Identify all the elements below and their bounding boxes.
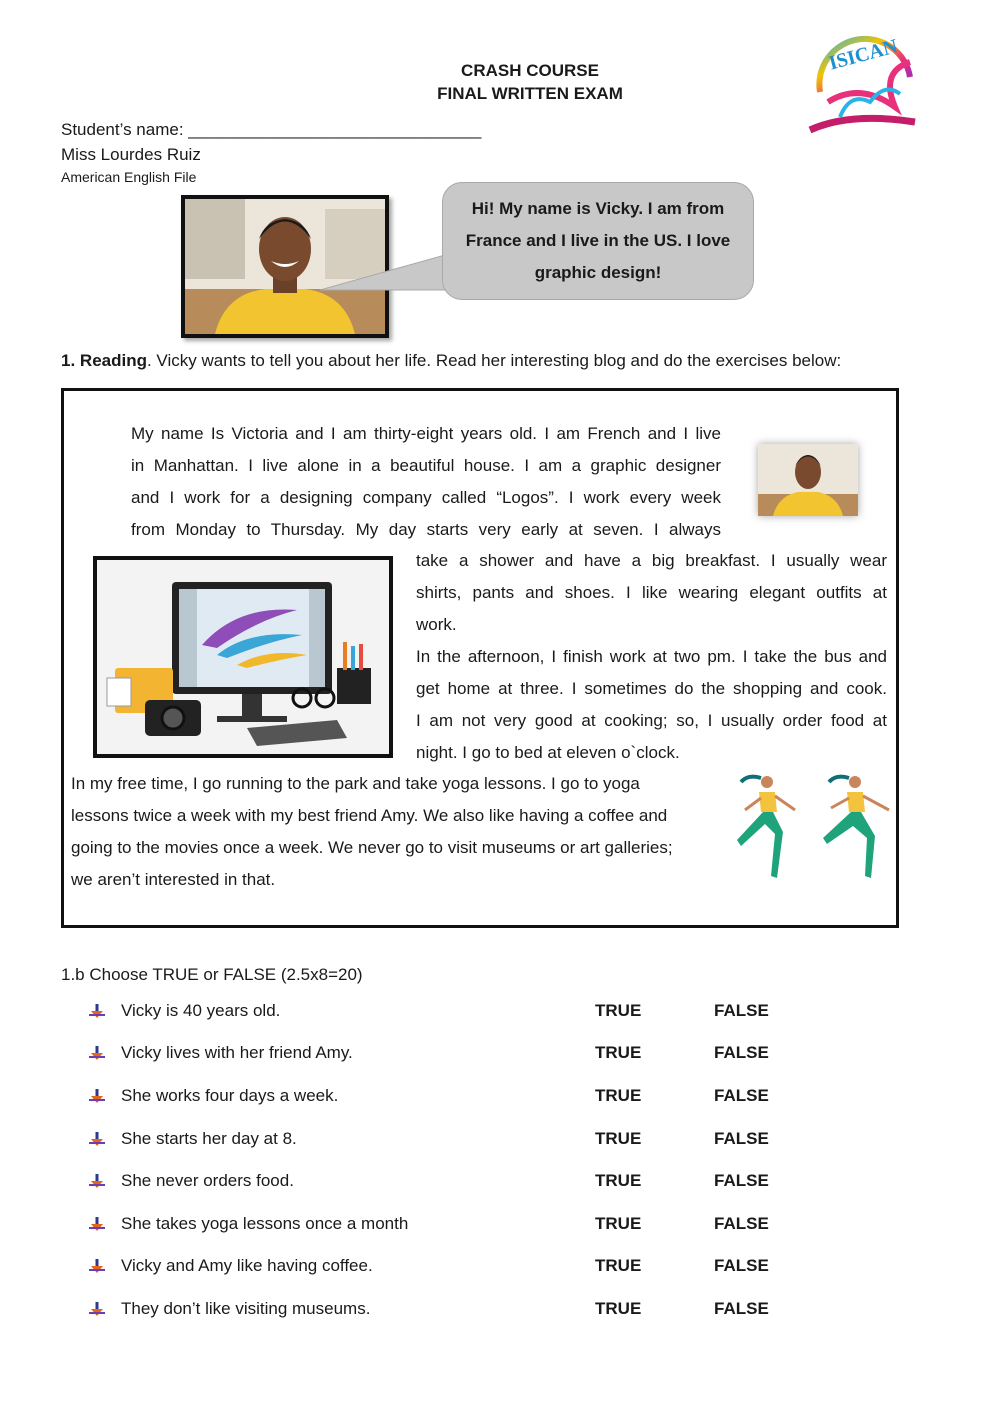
book-name: American English File xyxy=(61,169,197,185)
blog-paragraph-mid xyxy=(416,545,887,769)
arrow-bullet-icon xyxy=(88,1216,106,1239)
speech-bubble-tail xyxy=(320,240,460,310)
blog-line: going to the movies once a week. We never go to visit museums or art galleries; xyxy=(71,838,673,857)
blog-paragraph-top xyxy=(131,418,721,546)
question-row xyxy=(88,1043,808,1069)
blog-line: work. xyxy=(416,615,457,634)
blog-paragraph-bottom xyxy=(71,768,731,896)
question-row xyxy=(88,1171,808,1197)
false-option[interactable]: FALSE xyxy=(714,1129,769,1148)
blog-line: shirts, pants and shoes. I like wearing elegant outfits at xyxy=(416,583,887,602)
reading-instruction xyxy=(61,351,841,371)
blog-line: In my free time, I go running to the park and take yoga lessons. I go to yoga xyxy=(71,774,640,793)
statement-text: Vicky and Amy like having coffee. xyxy=(121,1256,373,1275)
reading-label: Reading xyxy=(79,351,147,370)
arrow-bullet-icon xyxy=(88,1301,106,1324)
blog-line: from Monday to Thursday. My day starts very early at seven. I always xyxy=(131,520,721,539)
blog-line: lessons twice a week with my best friend Amy. We also like having a coffee and xyxy=(71,806,668,825)
blog-line: I am not very good at cooking; so, I usually order food at xyxy=(416,711,887,730)
blog-line: get home at three. I sometimes do the shopping and cook. xyxy=(416,679,887,698)
question-row xyxy=(88,1001,808,1027)
statement-text: She works four days a week. xyxy=(121,1086,339,1105)
true-option[interactable]: TRUE xyxy=(595,1256,642,1275)
vicky-small-photo xyxy=(758,444,858,516)
true-option[interactable]: TRUE xyxy=(595,1129,642,1148)
exercise-heading: 1.b Choose TRUE or FALSE (2.5x8=20) xyxy=(61,965,363,984)
false-option[interactable]: FALSE xyxy=(714,1256,769,1275)
false-option[interactable]: FALSE xyxy=(714,1214,769,1233)
blog-line: In the afternoon, I finish work at two pm. I take the bus and xyxy=(416,647,887,666)
blog-line: take a shower and have a big breakfast. I usually wear xyxy=(416,551,887,570)
question-row xyxy=(88,1256,808,1282)
exam-title-line1: CRASH COURSE xyxy=(461,61,599,80)
question-row xyxy=(88,1129,808,1155)
statement-text: Vicky lives with her friend Amy. xyxy=(121,1043,353,1062)
statement-text: She never orders food. xyxy=(121,1171,294,1190)
speech-bubble xyxy=(442,182,754,300)
statement-text: She takes yoga lessons once a month xyxy=(121,1214,409,1233)
arrow-bullet-icon xyxy=(88,1088,106,1111)
arrow-bullet-icon xyxy=(88,1131,106,1154)
reading-instruction-text: . Vicky wants to tell you about her life. Read her interesting blog and do the exercises below: xyxy=(146,351,842,370)
runners-illustration xyxy=(733,770,895,882)
blog-line: and I work for a designing company called “Logos”. I work every week xyxy=(131,488,721,507)
speech-bubble-text: Hi! My name is Vicky. I am from France and I live in the US. I love graphic design! xyxy=(465,199,731,282)
true-option[interactable]: TRUE xyxy=(595,1299,642,1318)
statement-text: They don’t like visiting museums. xyxy=(121,1299,371,1318)
question-row xyxy=(88,1299,808,1325)
statement-text: She starts her day at 8. xyxy=(121,1129,297,1148)
true-option[interactable]: TRUE xyxy=(595,1086,642,1105)
question-row xyxy=(88,1214,808,1240)
student-name-field[interactable]: Student’s name: _______________________________ xyxy=(61,120,482,139)
blog-line: night. I go to bed at eleven o`clock. xyxy=(416,743,680,762)
arrow-bullet-icon xyxy=(88,1003,106,1026)
true-option[interactable]: TRUE xyxy=(595,1043,642,1062)
arrow-bullet-icon xyxy=(88,1258,106,1281)
false-option[interactable]: FALSE xyxy=(714,1086,769,1105)
blog-line: we aren’t interested in that. xyxy=(71,870,276,889)
false-option[interactable]: FALSE xyxy=(714,1043,769,1062)
false-option[interactable]: FALSE xyxy=(714,1171,769,1190)
false-option[interactable]: FALSE xyxy=(714,1001,769,1020)
school-logo xyxy=(800,22,930,142)
question-row xyxy=(88,1086,808,1112)
blog-line: My name Is Victoria and I am thirty-eight years old. I am French and I live xyxy=(131,424,721,443)
arrow-bullet-icon xyxy=(88,1045,106,1068)
graphic-design-illustration xyxy=(93,556,393,758)
blog-line: in Manhattan. I live alone in a beautiful house. I am a graphic designer xyxy=(131,456,721,475)
teacher-name: Miss Lourdes Ruiz xyxy=(61,145,201,164)
arrow-bullet-icon xyxy=(88,1173,106,1196)
logo-text: ISICAN xyxy=(826,35,900,75)
true-option[interactable]: TRUE xyxy=(595,1171,642,1190)
statement-text: Vicky is 40 years old. xyxy=(121,1001,281,1020)
reading-number: 1. xyxy=(61,351,76,370)
true-option[interactable]: TRUE xyxy=(595,1001,642,1020)
true-option[interactable]: TRUE xyxy=(595,1214,642,1233)
false-option[interactable]: FALSE xyxy=(714,1299,769,1318)
exam-title-line2: FINAL WRITTEN EXAM xyxy=(437,84,623,103)
